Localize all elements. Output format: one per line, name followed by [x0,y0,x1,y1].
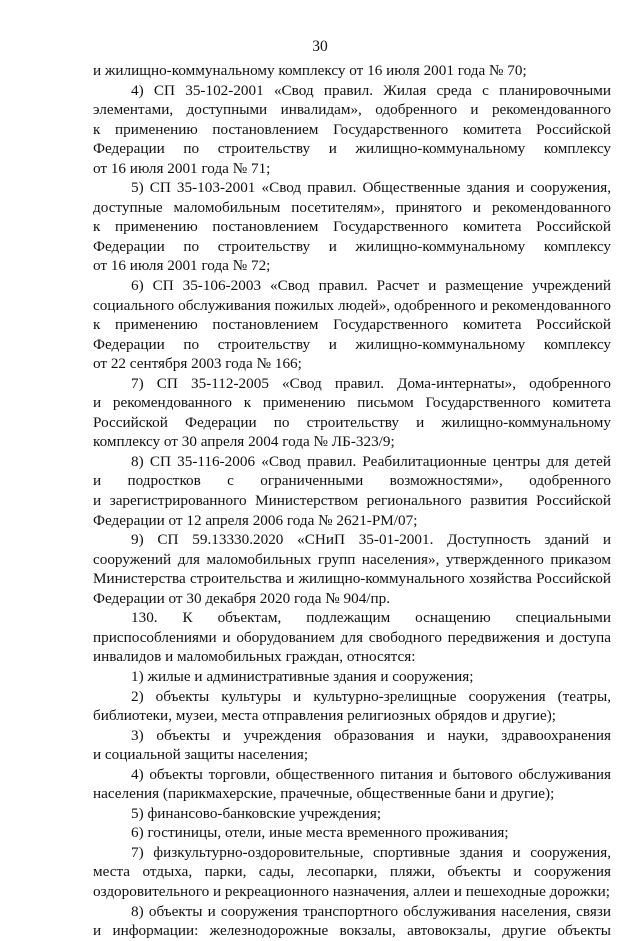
text-line: к применению постановлением Государственного комитета Российской [93,316,611,334]
text-line: Министерства строительства и жилищно-коммунального хозяйства Российской [93,570,611,588]
text-line: 4) СП 35-102-2001 «Свод правил. Жилая среда с планировочными [131,81,611,99]
text-line: и зарегистрированного Министерством регионального развития Российской [93,492,611,510]
text-line: 6) СП 35-106-2003 «Свод правил. Расчет и размещение учреждений [131,277,611,295]
text-line: социального обслуживания пожилых людей», одобренного и рекомендованного [93,296,611,314]
text-line: Федерации по строительству и жилищно-коммунальному комплексу [93,335,611,353]
text-line: 8) объекты и сооружения транспортного обслуживания населения, связи [131,902,611,920]
text-line: Федерации от 12 апреля 2006 года № 2621-РМ/07; [93,511,418,529]
text-line: 4) объекты торговли, общественного питания и бытового обслуживания [131,765,611,783]
text-line: инвалидов и маломобильных граждан, относятся: [93,648,416,666]
text-line: 5) финансово-банковские учреждения; [131,804,382,822]
text-line: 8) СП 35-116-2006 «Свод правил. Реабилитационные центры для детей [131,452,611,470]
text-line: от 22 сентября 2003 года № 166; [93,355,302,373]
text-line: Федерации по строительству и жилищно-коммунальному комплексу [93,140,611,158]
text-line: от 16 июля 2001 года № 71; [93,159,271,177]
text-line: 6) гостиницы, отели, иные места временного проживания; [131,824,509,842]
text-line: Российской Федерации по строительству и жилищно-коммунальному [93,413,611,431]
text-line: 130. К объектам, подлежащим оснащению специальными [131,609,611,627]
text-line: населения (парикмахерские, прачечные, общественные бани и другие); [93,785,555,803]
text-line: к применению постановлением Государственного комитета Российской [93,218,611,236]
text-line: элементами, доступными инвалидам», одобренного и рекомендованного [93,101,611,119]
body-text [93,61,611,941]
text-line: и информации: железнодорожные вокзалы, автовокзалы, другие объекты [93,922,611,940]
text-line: 3) объекты и учреждения образования и науки, здравоохранения [131,726,611,744]
text-line: от 16 июля 2001 года № 72; [93,257,271,275]
text-line: места отдыха, парки, сады, лесопарки, пляжи, объекты и сооружения [93,863,611,881]
text-line: и рекомендованного к применению письмом Государственного комитета [93,394,611,412]
text-line: 2) объекты культуры и культурно-зрелищные сооружения (театры, [131,687,611,705]
text-line: Федерации по строительству и жилищно-коммунальному комплексу [93,237,611,255]
text-line: 7) физкультурно-оздоровительные, спортивные здания и сооружения, [131,843,611,861]
text-line: и жилищно-коммунальному комплексу от 16 июля 2001 года № 70; [93,62,527,79]
text-line: сооружений для маломобильных групп населения», утвержденного приказом [93,550,611,568]
text-line: 7) СП 35-112-2005 «Свод правил. Дома-интернаты», одобренного [131,374,611,392]
text-line: доступные маломобильным посетителям», принятого и рекомендованного [93,198,611,216]
text-line: и подростков с ограниченными возможностями», одобренного [93,472,611,490]
text-line: приспособлениями и оборудованием для свободного передвижения и доступа [93,628,611,646]
page-number: 30 [312,38,328,55]
text-line: 1) жилые и административные здания и сооружения; [131,667,474,685]
text-line: библиотеки, музеи, места отправления религиозных обрядов и другие); [93,707,557,725]
text-line: 9) СП 59.13330.2020 «СНиП 35-01-2001. Доступность зданий и [131,531,611,549]
text-line: 5) СП 35-103-2001 «Свод правил. Общественные здания и сооружения, [131,179,611,197]
text-line: оздоровительного и рекреационного назначения, аллеи и пешеходные дорожки; [93,882,610,900]
text-line: комплексу от 30 апреля 2004 года № ЛБ-323/9; [93,433,395,451]
text-line: к применению постановлением Государственного комитета Российской [93,120,611,138]
text-line: Федерации от 30 декабря 2020 года № 904/пр. [93,589,391,607]
text-line: и социальной защиты населения; [93,746,309,764]
